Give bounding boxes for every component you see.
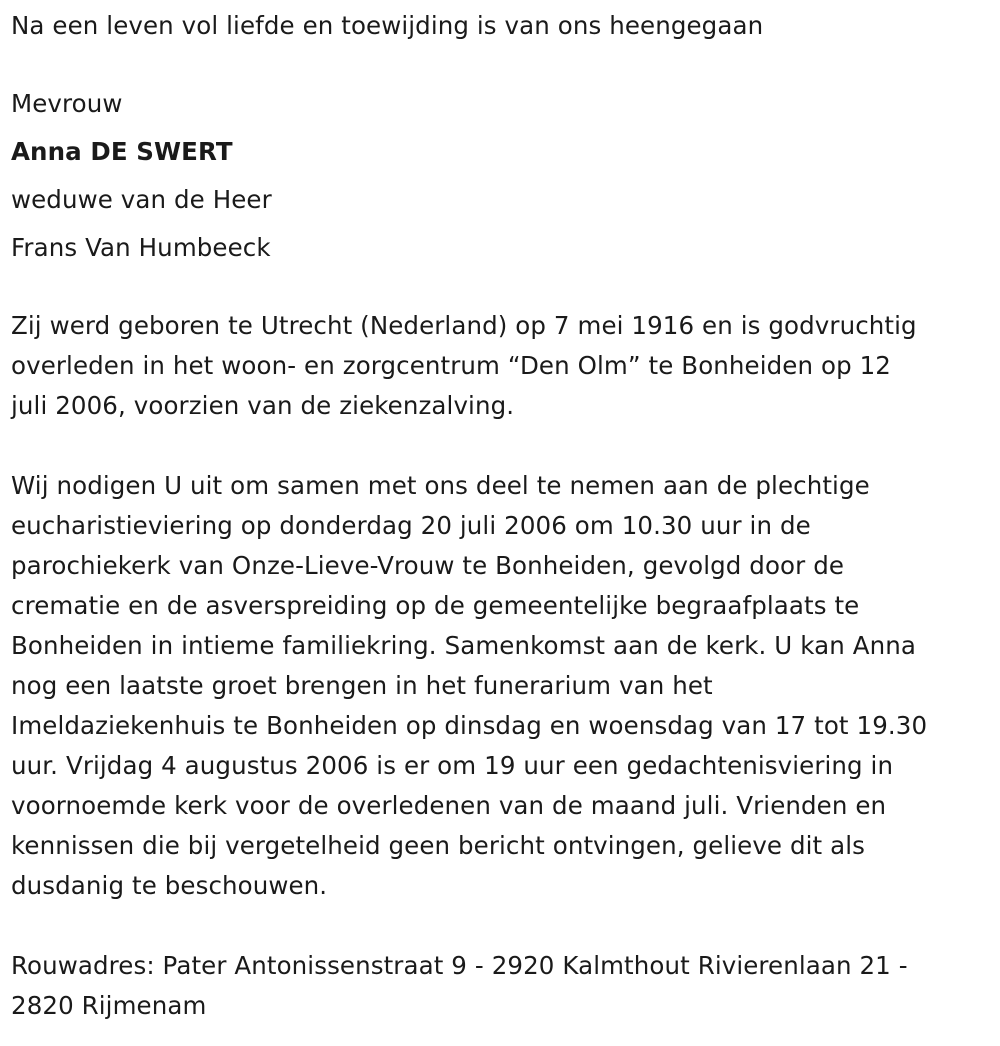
paragraph-line: crematie en de asverspreiding op de gemeentelijke begraafplaats te xyxy=(11,591,860,620)
paragraph-line: nog een laatste groet brengen in het funerarium van het xyxy=(11,671,713,700)
spouse-name: Frans Van Humbeeck xyxy=(11,233,271,262)
paragraph-line: dusdanig te beschouwen. xyxy=(11,871,328,900)
paragraph-line: voornoemde kerk voor de overledenen van de maand juli. Vrienden en xyxy=(11,791,887,820)
paragraph-line: Zij werd geboren te Utrecht (Nederland) op 7 mei 1916 en is godvruchtig xyxy=(11,311,917,340)
paragraph-line: kennissen die bij vergetelheid geen bericht ontvingen, gelieve dit als xyxy=(11,831,866,860)
paragraph-line: Bonheiden in intieme familiekring. Samenkomst aan de kerk. U kan Anna xyxy=(11,631,916,660)
paragraph-line: uur. Vrijdag 4 augustus 2006 is er om 19 uur een gedachtenisviering in xyxy=(11,751,894,780)
spacer xyxy=(11,906,993,946)
intro-text: Na een leven vol liefde en toewijding is van ons heengegaan xyxy=(11,11,764,40)
deceased-name: Anna DE SWERT xyxy=(11,137,233,166)
paragraph-line: Imeldaziekenhuis te Bonheiden op dinsdag en woensdag van 17 tot 19.30 xyxy=(11,711,928,740)
paragraph-line: Wij nodigen U uit om samen met ons deel te nemen aan de plechtige xyxy=(11,471,870,500)
paragraph-line: eucharistieviering op donderdag 20 juli 2006 om 10.30 uur in de xyxy=(11,511,811,540)
birth-death-paragraph xyxy=(11,306,993,426)
spacer xyxy=(11,426,993,466)
address-line: Rouwadres: Pater Antonissenstraat 9 - 2920 Kalmthout Rivierenlaan 21 - xyxy=(11,951,908,980)
paragraph-line: juli 2006, voorzien van de ziekenzalving. xyxy=(11,391,515,420)
address-paragraph xyxy=(11,946,993,1026)
spacer xyxy=(11,46,993,80)
invitation-paragraph xyxy=(11,466,993,906)
paragraph-line: parochiekerk van Onze-Lieve-Vrouw te Bonheiden, gevolgd door de xyxy=(11,551,845,580)
spacer xyxy=(11,272,993,306)
widow-of-line: weduwe van de Heer xyxy=(11,185,272,214)
honorific: Mevrouw xyxy=(11,89,123,118)
death-notice xyxy=(11,6,993,1026)
address-line: 2820 Rijmenam xyxy=(11,991,207,1020)
paragraph-line: overleden in het woon- en zorgcentrum “Den Olm” te Bonheiden op 12 xyxy=(11,351,891,380)
